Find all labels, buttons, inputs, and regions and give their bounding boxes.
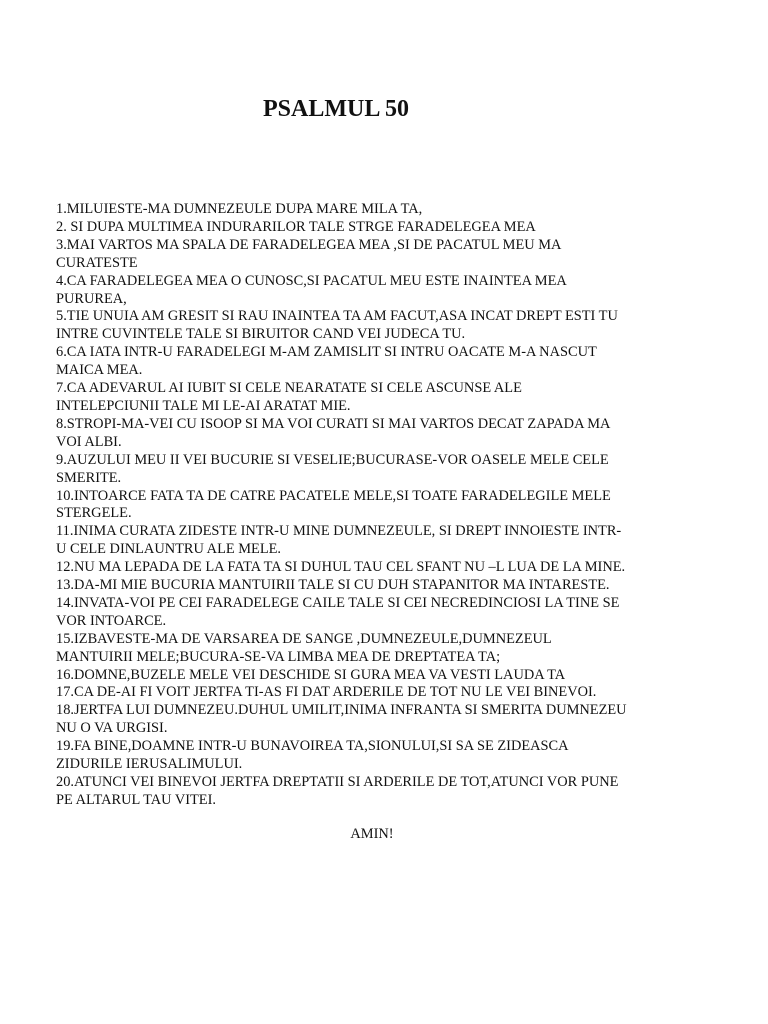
verse-3: 3.MAI VARTOS MA SPALA DE FARADELEGEA MEA ,SI DE PACATUL MEU MA CURATESTE (56, 236, 562, 271)
verse-13: 13.DA-MI MIE BUCURIA MANTUIRII TALE SI CU DUH STAPANITOR MA INTARESTE. (56, 577, 610, 594)
verse-11: 11.INIMA CURATA ZIDESTE INTR-U MINE DUMNEZEULE, SI DREPT INNOIESTE INTR- U CELE DINLAUNTRU ALE MELE. (56, 523, 622, 558)
verse-4: 4.CA FARADELEGEA MEA O CUNOSC,SI PACATUL MEU ESTE INAINTEA MEA PURUREA, (56, 272, 567, 307)
verse-8: 8.STROPI-MA-VEI CU ISOOP SI MA VOI CURATI SI MAI VARTOS DECAT ZAPADA MA VOI ALBI. (56, 415, 611, 450)
verse-6: 6.CA IATA INTR-U FARADELEGI M-AM ZAMISLIT SI INTRU OACATE M-A NASCUT MAICA MEA. (56, 344, 597, 379)
verse-10: 10.INTOARCE FATA TA DE CATRE PACATELE MELE,SI TOATE FARADELEGILE MELE STERGELE. (56, 487, 611, 522)
closing-amen: AMIN! (350, 826, 394, 842)
verse-2: 2. SI DUPA MULTIMEA INDURARILOR TALE STRGE FARADELEGEA MEA (56, 218, 536, 235)
verse-7: 7.CA ADEVARUL AI IUBIT SI CELE NEARATATE SI CELE ASCUNSE ALE INTELEPCIUNII TALE MI LE-AI ARATAT MIE. (56, 380, 522, 414)
verse-1: 1.MILUIESTE-MA DUMNEZEULE DUPA MARE MILA TA, (56, 201, 423, 217)
verse-9: 9.AUZULUI MEU II VEI BUCURIE SI VESELIE;BUCURASE-VOR OASELE MELE CELE SMERITE. (56, 451, 609, 486)
verse-12: 12.NU MA LEPADA DE LA FATA TA SI DUHUL TAU CEL SFANT NU –L LUA DE LA MINE. (56, 559, 626, 576)
page-title: PSALMUL 50 (262, 96, 409, 122)
verse-16: 16.DOMNE,BUZELE MELE VEI DESCHIDE SI GURA MEA VA VESTI LAUDA TA (56, 666, 566, 683)
verse-list (56, 201, 676, 810)
verse-18: 18.JERTFA LUI DUMNEZEU.DUHUL UMILIT,INIMA INFRANTA SI SMERITA DUMNEZEU NU O VA URGISI. (56, 702, 627, 737)
verse-14: 14.INVATA-VOI PE CEI FARADELEGE CAILE TALE SI CEI NECREDINCIOSI LA TINE SE VOR INTOARCE. (56, 594, 620, 629)
verse-20: 20.ATUNCI VEI BINEVOI JERTFA DREPTATII SI ARDERILE DE TOT,ATUNCI VOR PUNE PE ALTARUL TAU VITEI. (56, 774, 619, 808)
verse-17: 17.CA DE-AI FI VOIT JERTFA TI-AS FI DAT ARDERILE DE TOT NU LE VEI BINEVOI. (56, 684, 597, 701)
verse-19: 19.FA BINE,DOAMNE INTR-U BUNAVOIREA TA,SIONULUI,SI SA SE ZIDEASCA ZIDURILE IERUSALIMULUI. (56, 738, 569, 773)
verse-15: 15.IZBAVESTE-MA DE VARSAREA DE SANGE ,DUMNEZEULE,DUMNEZEUL MANTUIRII MELE;BUCURA-SE-VA LIMBA MEA DE DREPTATEA TA; (56, 630, 552, 665)
verse-5: 5.TIE UNUIA AM GRESIT SI RAU INAINTEA TA AM FACUT,ASA INCAT DREPT ESTI TU INTRE CUVINTELE TALE SI BIRUITOR CAND VEI JUDECA TU. (56, 308, 618, 343)
